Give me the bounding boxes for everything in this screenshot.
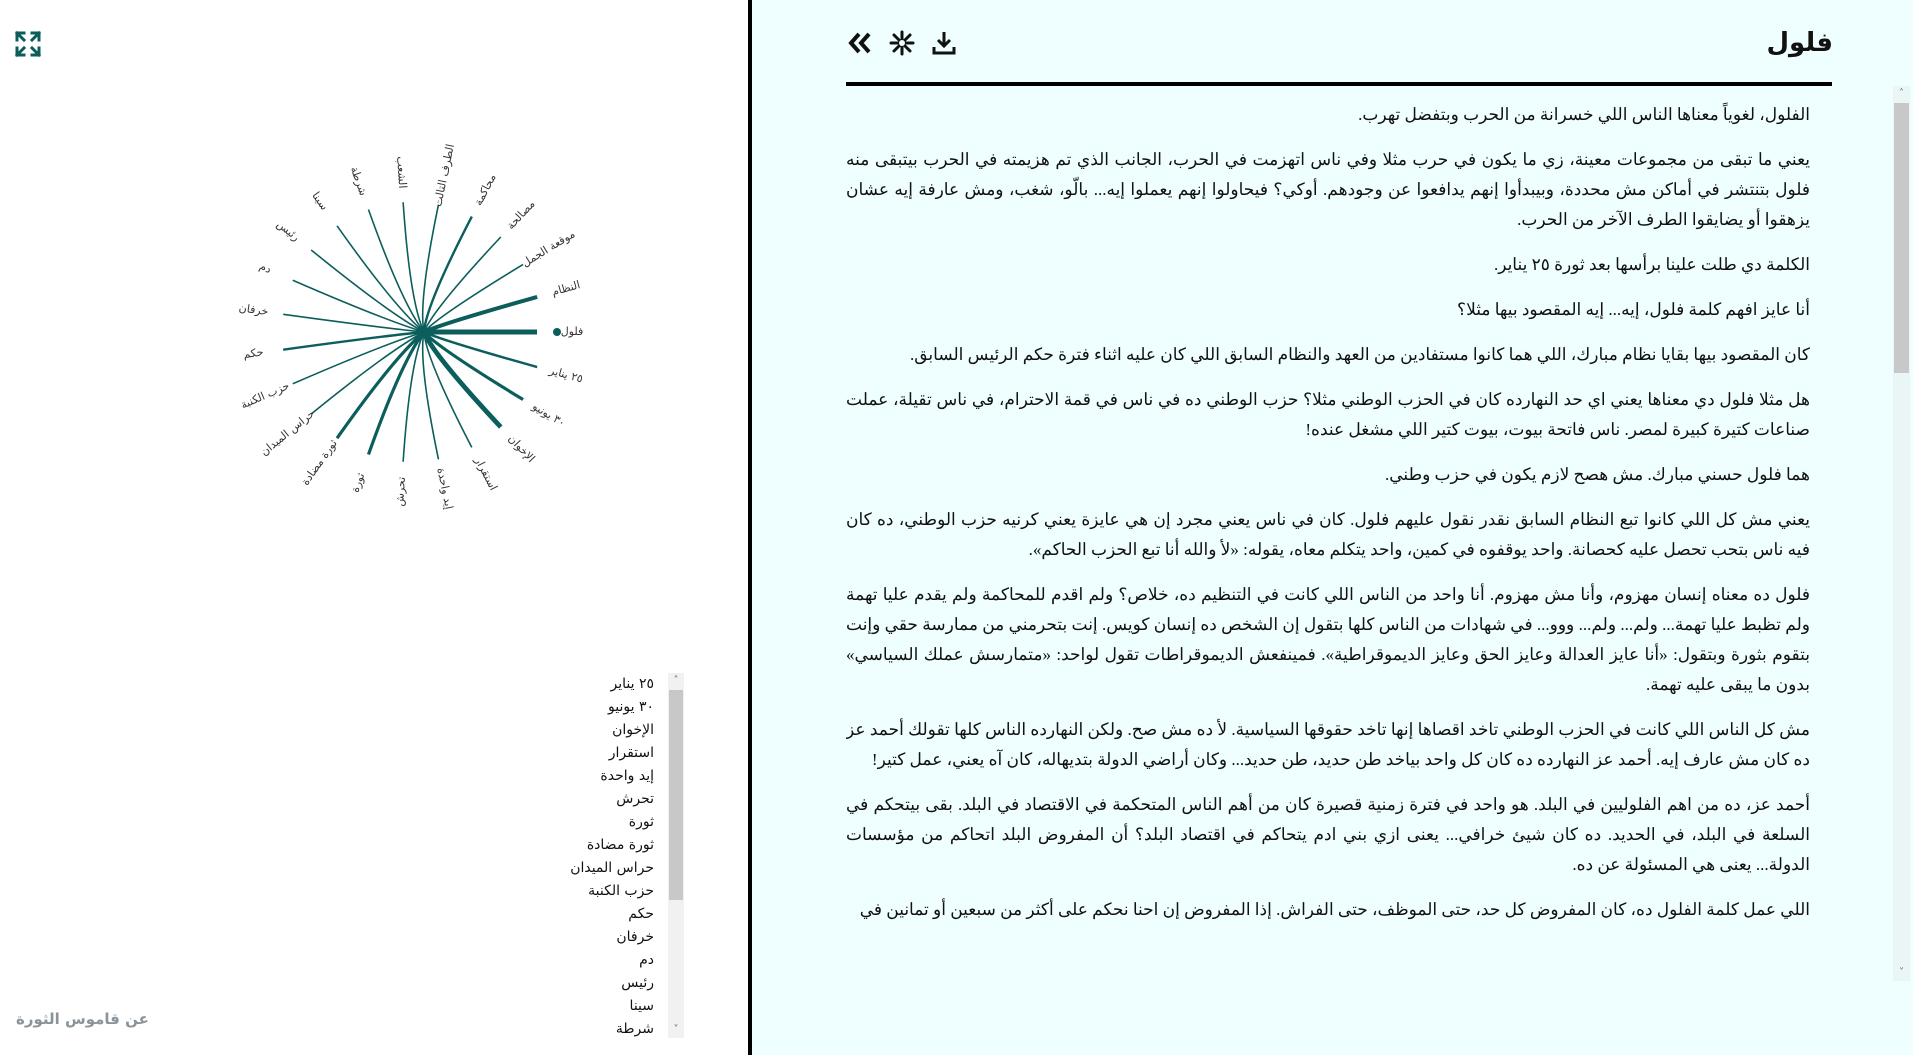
snowflake-icon [889,30,915,56]
double-chevron-left-icon [847,30,873,56]
chart-node-label[interactable]: ٣٠ يونيو [530,399,568,430]
download-icon [931,30,957,56]
document-paragraph: هما فلول حسني مبارك. مش هصح لازم يكون في حزب وطني. [1385,465,1810,484]
term-list-item[interactable]: استقرار [608,745,654,761]
chart-node-label[interactable]: موقعة الجمل [519,227,578,270]
chart-node-label[interactable]: إيد واحدة [434,466,456,511]
title-underline [846,82,1832,86]
chart-node-label[interactable]: الشعب [393,155,410,189]
scroll-thumb[interactable] [1894,103,1909,373]
term-list-item[interactable]: ثورة [628,814,654,830]
chart-node-label[interactable]: حزب الكنبة [238,379,292,412]
scroll-up-arrow-icon[interactable]: ˄ [1899,88,1904,99]
term-list-item[interactable]: خرفان [616,929,654,945]
document-paragraph: الكلمة دي طلت علينا برأسها بعد ثورة ٢٥ يناير. [1493,255,1810,274]
term-list-item[interactable]: ثورة مضادة [586,837,654,853]
term-list-item[interactable]: حزب الكنبة [588,883,654,899]
scroll-up-arrow-icon[interactable]: ˄ [673,675,679,686]
term-list[interactable] [540,673,654,1038]
chart-link[interactable] [403,202,424,332]
chart-node-label[interactable]: سينا [309,189,331,213]
term-list-item[interactable]: تحرش [616,791,654,807]
chart-link[interactable] [424,264,523,332]
document-paragraph: هل مثلا فلول دي معناها يعني اي حد النهارده كان في الحزب الوطني مثلا؟ حزب الوطني ده في ناس في قمة الاحترام، في ناس تقيلة، عملت صناعات كتيرة كبيرة لمصر. ناس فاتحة بيوت، بيوت كتير اللي مشغل عنده! [846,390,1810,439]
graph-panel [0,0,748,1055]
chart-node-label[interactable]: النظام [550,278,582,299]
term-list-container [540,673,686,1038]
document-paragraph: فلول ده معناه إنسان مهزوم، وأنا مش مهزوم. أنا واحد من الناس اللي كانت في التنظيم ده، خلاص؟ ولم اقدم للمحاكمة ولم يقدم عليا تهمة ولم تظبط عليا تهمة... ولم... ولم... ووو... في شهادات من الناس كلها بتقول إن الشخص ده إنسان كويس. إنت بتحرمني من ممارسة حقي وإنت بتقوم بثورة وبتقول: «أنا عايز العدالة وعايز الحق وعايز الديموقراطية». فمينفعش الديموقراطات تقول لواحد: «متمارسش عملك السياسي» بدون ما يبقى عليه تهمة. [846,585,1810,694]
chart-node-label[interactable]: ٢٥ يناير [547,363,585,386]
about-dictionary-link[interactable]: عن قاموس الثورة [16,1010,149,1028]
term-list-scrollbar[interactable] [668,673,684,1038]
chart-node-label[interactable]: ثورة [348,471,368,495]
term-list-item[interactable]: شرطة [615,1021,654,1037]
chart-node-label[interactable]: حراس الميدان [257,406,318,459]
chart-node-label[interactable]: رئيس [274,217,303,244]
term-list-item[interactable]: إيد واحدة [600,768,654,784]
document-paragraph: كان المقصود بيها بقايا نظام مبارك، اللي هما كانوا مستفادين من العهد والنظام السابق اللي كان عليه اثناء فترة حكم الرئيس السابق. [909,345,1810,364]
snowflake-button[interactable] [888,29,916,57]
document-paragraph: يعني مش كل اللي كانوا تبع النظام السابق نقدر نقول عليهم فلول. كان في ناس يعني مجرد إن هي عايزة يعني كرنيه حزب الوطني، ده كان فيه ناس بتحب تحصل عليه كحصانة. واحد يوقفوه في كمين، واحد يتكلم معاه، يقوله: «لأ والله أنا تبع الحزب الحاكم». [846,510,1810,559]
document-scrollbar[interactable] [1893,86,1910,981]
chart-labels [238,143,584,511]
document-paragraph: أنا عايز افهم كلمة فلول، إيه... إيه المقصود بيها مثلا؟ [1457,300,1810,319]
chart-link[interactable] [283,332,424,350]
scroll-down-arrow-icon[interactable]: ˅ [673,1024,679,1035]
term-list-item[interactable]: ٣٠ يونيو [608,699,654,715]
download-button[interactable] [930,29,958,57]
document-title: فلول [1766,28,1833,58]
chart-node-label[interactable]: دم [257,259,274,277]
chart-node-label[interactable]: الطرف التالت [431,142,457,208]
scroll-down-arrow-icon[interactable]: ˅ [1899,967,1904,978]
chart-node-label[interactable]: شرطة [347,164,371,198]
term-list-item[interactable]: حراس الميدان [570,860,654,876]
chart-node-label[interactable]: ثورة مضادة [298,437,340,488]
document-paragraph: يعني ما تبقى من مجموعات معينة، زي ما يكون في حرب مثلا وفي ناس اتهزمت في الحرب، الجانب الذي تم هزيمته في الحرب بيتبقى منه فلول بتنتشر في أماكن مش محددة، وبيبدأوا إنهم يدافعوا عن وجودهم. أوكي؟ فيحاولوا إنهم يعملوا إيه... بالّو، شغب، ومش عارفة إيه عشان يزهقوا أو يضايقوا الطرف الآخر من الحرب. [846,150,1810,229]
document-paragraph: مش كل الناس اللي كانت في الحزب الوطني تاخد اقصاها إنها تاخد حقوقها السياسية. لأ ده مش صح. ولكن النهارده الناس كلها تقولك أحمد عز ده كان مش عارف إيه. أحمد عز النهارده ده كان كل واحد بياخد طن حديد، طن حديد... وكان أراضي الدولة بتديهاله، كان آه يعني، عمل كتير! [846,720,1810,769]
chart-node-label[interactable]: خرفان [238,301,270,319]
chart-node-label[interactable]: فلول [560,325,584,338]
chart-links [283,202,537,461]
term-list-item[interactable]: ٢٥ يناير [610,676,654,692]
chart-link[interactable] [368,332,424,454]
document-paragraph: اللي عمل كلمة الفلول ده، كان المفروض كل حد، حتى الموظف، حتى الفراش. إذا المفروض إن احنا نحكم على أكثر من سبعين أو تمانين في [859,900,1810,919]
chart-link[interactable] [424,297,537,332]
document-body [846,100,1810,980]
radial-network-chart [0,60,748,620]
chart-node-label[interactable]: حكم [242,345,265,362]
document-toolbar [846,26,958,60]
term-list-item[interactable]: دم [639,952,654,968]
chart-link[interactable] [283,314,424,332]
expand-button[interactable] [14,30,42,58]
chart-link[interactable] [424,217,472,332]
term-list-item[interactable]: رئيس [621,975,654,991]
chart-node-label[interactable]: استقرار [472,455,501,493]
term-list-item[interactable]: الإخوان [612,722,654,738]
chart-link[interactable] [424,332,523,400]
document-paragraph: الفلول، لغوياً معناها الناس اللي خسرانة من الحرب وبتفضل تهرب. [1358,105,1810,124]
expand-arrows-icon [14,30,42,58]
chart-node-label[interactable]: تحرش [393,476,409,507]
collapse-button[interactable] [846,29,874,57]
chart-link[interactable] [368,210,424,332]
chart-node-label[interactable]: مصالحة [504,197,538,233]
term-list-item[interactable]: حكم [628,906,654,922]
scroll-thumb[interactable] [669,690,683,900]
document-paragraph: أحمد عز، ده من اهم الفلوليين في البلد. هو واحد في فترة زمنية قصيرة كان من أهم الناس المتحكمة في الاقتصاد في البلد. بقى بيتحكم في السلعة في البلد، في الحديد. ده كان شيئ خرافي... يعنى ازي بني ادم يتحاكم في اقتصاد البلد؟ أن المفروض البلد اتحاكم من مؤسسات الدولة... يعنى هي المسئولة عن ده. [846,795,1810,874]
chart-node-label[interactable]: محاكمة [471,171,499,208]
term-list-item[interactable]: سينا [629,998,654,1014]
chart-node-label[interactable]: الإخوان [505,432,538,466]
